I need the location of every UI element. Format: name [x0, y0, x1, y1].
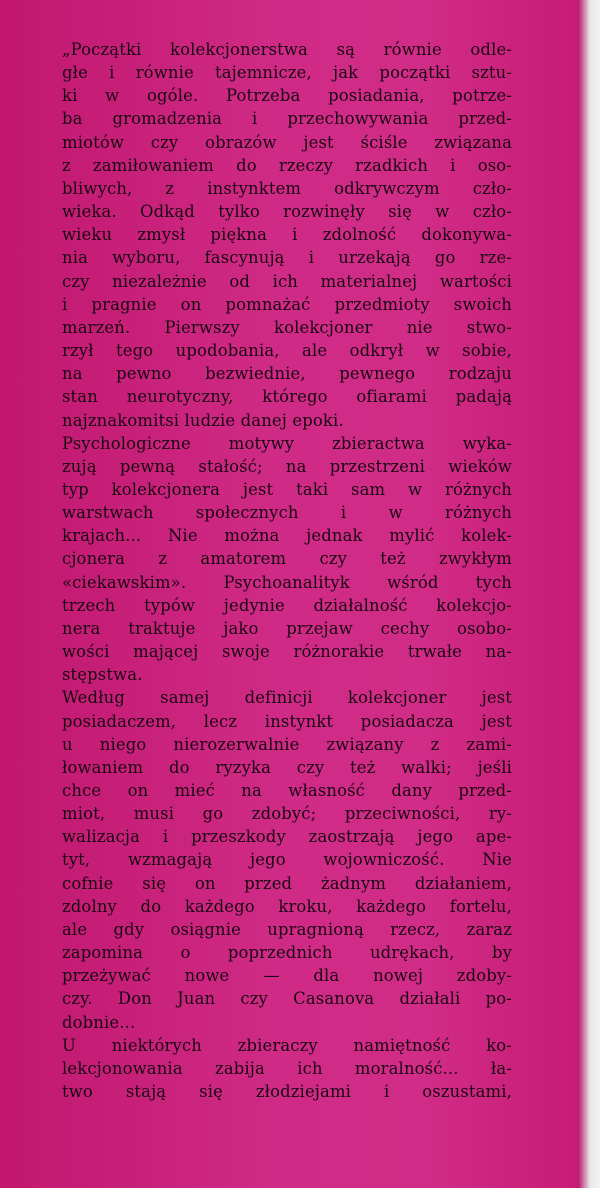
- text-line: trzech typów jedynie działalność kolekcjo-: [62, 595, 512, 615]
- paragraph-3: [62, 686, 512, 1033]
- text-line: U niektórych zbieraczy namiętność ko-: [62, 1035, 512, 1055]
- text-line: przeżywać nowe — dla nowej zdoby-: [62, 966, 512, 986]
- text-line: marzeń. Pierwszy kolekcjoner nie stwo-: [62, 317, 512, 337]
- text-line: łowaniem do ryzyka czy też walki; jeśli: [62, 757, 512, 777]
- text-line: u niego nierozerwalnie związany z zami-: [62, 734, 512, 754]
- text-line: typ kolekcjonera jest taki sam w różnych: [62, 479, 512, 499]
- text-line: najznakomitsi ludzie danej epoki.: [62, 410, 344, 430]
- text-line: ki w ogóle. Potrzeba posiadania, potrze-: [62, 86, 512, 106]
- text-line: dobnie...: [62, 1012, 136, 1032]
- text-line: chce on mieć na własność dany przed-: [62, 781, 512, 800]
- text-line: cjonera z amatorem czy też zwykłym: [62, 549, 512, 569]
- text-line: tyt, wzmagają jego wojowniczość. Nie: [62, 850, 512, 870]
- text-line: Według samej definicji kolekcjoner jest: [62, 688, 512, 708]
- text-line: posiadaczem, lecz instynkt posiadacza jest: [62, 711, 512, 731]
- text-line: walizacja i przeszkody zaostrzają jego ape-: [62, 827, 512, 847]
- text-line: «ciekawskim». Psychoanalityk wśród tych: [62, 572, 512, 592]
- page-edge: [578, 0, 600, 1188]
- text-line: zują pewną stałość; na przestrzeni wieków: [62, 456, 512, 476]
- text-line: wości mającej swoje różnorakie trwałe na-: [62, 642, 512, 662]
- text-line: ba gromadzenia i przechowywania przed-: [62, 109, 512, 129]
- text-line: i pragnie on pomnażać przedmioty swoich: [62, 294, 512, 314]
- paragraph-1: [62, 38, 512, 432]
- text-line: miotów czy obrazów jest ściśle związana: [62, 132, 512, 152]
- text-line: two stają się złodziejami i oszustami,: [62, 1082, 512, 1102]
- text-line: stępstwa.: [62, 665, 143, 685]
- text-line: stan neurotyczny, którego ofiarami padają: [62, 387, 512, 407]
- text-line: krajach... Nie można jednak mylić kolek-: [62, 526, 512, 546]
- text-line: nia wyboru, fascynują i urzekają go rze-: [62, 248, 512, 268]
- text-line: ale gdy osiągnie upragnioną rzecz, zaraz: [62, 919, 512, 939]
- text-line: bliwych, z instynktem odkrywczym czło-: [62, 178, 512, 198]
- text-line: warstwach społecznych i w różnych: [62, 503, 512, 523]
- paragraph-4: [62, 1034, 512, 1103]
- text-line: na pewno bezwiednie, pewnego rodzaju: [62, 364, 512, 384]
- paragraph-2: [62, 432, 512, 687]
- text-line: z zamiłowaniem do rzeczy rzadkich i oso-: [62, 155, 512, 175]
- text-line: Psychologiczne motywy zbieractwa wyka-: [62, 433, 512, 453]
- text-line: nera traktuje jako przejaw cechy osobo-: [62, 618, 512, 638]
- blurb-text: [62, 38, 512, 1103]
- text-line: czy niezależnie od ich materialnej wartości: [62, 271, 512, 291]
- text-line: wieka. Odkąd tylko rozwinęły się w czło-: [62, 202, 512, 222]
- text-line: miot, musi go zdobyć; przeciwności, ry-: [62, 804, 512, 824]
- text-line: cofnie się on przed żadnym działaniem,: [62, 873, 512, 893]
- text-line: zapomina o poprzednich udrękach, by: [62, 943, 512, 963]
- text-line: zdolny do każdego kroku, każdego fortelu,: [62, 896, 512, 916]
- text-line: wieku zmysł piękna i zdolność dokonywa-: [62, 225, 512, 245]
- text-line: czy. Don Juan czy Casanova działali po-: [62, 989, 512, 1009]
- text-line: rzył tego upodobania, ale odkrył w sobie,: [62, 341, 512, 361]
- text-line: „Początki kolekcjonerstwa są równie odle-: [62, 40, 512, 59]
- text-line: lekcjonowania zabija ich moralność... ła-: [62, 1058, 512, 1078]
- text-line: głe i równie tajemnicze, jak początki sztu-: [62, 63, 512, 83]
